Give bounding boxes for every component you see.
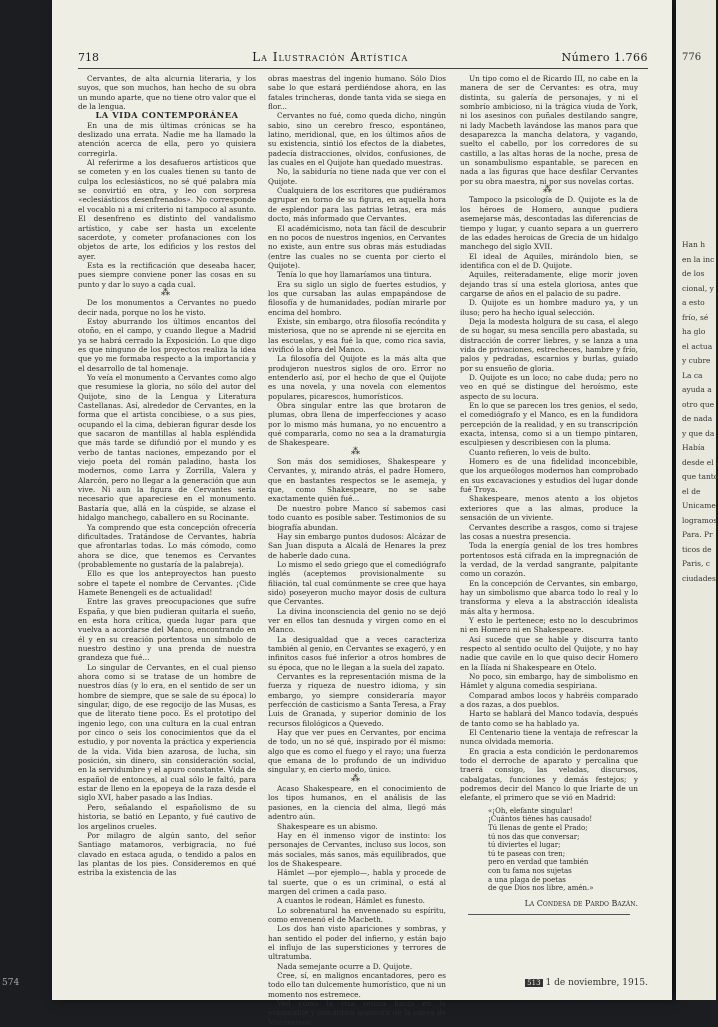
paragraph: Esta es la rectificación que deseaba hacer, pues siempre conviene poner las cosas en su punto y dar lo suyo a cada cual. bbox=[78, 260, 256, 289]
paragraph: De los monumentos a Cervantes no puedo decir nada, porque no los he visto. bbox=[78, 298, 256, 317]
header-rule bbox=[78, 68, 648, 69]
paragraph: Así sucede que se hable y discurra tanto respecto al sentido oculto del Quijote, y no hay nadie que cavile en lo que quiso decir Homero en la Ilíada ni Shakespeare en Otelo. bbox=[460, 634, 638, 672]
newspaper-page bbox=[2, 0, 672, 1027]
adjacent-page-line: Había bbox=[682, 443, 705, 452]
adjacent-page-line: Paris, c bbox=[682, 559, 710, 568]
adjacent-page bbox=[676, 0, 716, 1000]
paragraph: Shakespeare, menos atento a los objetos exteriores que a las almas, produce la sensación de un viviente. bbox=[460, 494, 638, 523]
paragraph: Hay en él inmenso vigor de instinto: los personajes de Cervantes, incluso sus locos, son más sociales, más sanos, más equilibrados, que los de Shakespeare. bbox=[268, 830, 446, 868]
verse-line: pero en verdad que también bbox=[488, 858, 589, 867]
adjacent-page-number: 776 bbox=[682, 52, 702, 63]
left-margin-number: 574 bbox=[2, 978, 20, 988]
paragraph: Ved cómo la risa retoza hasta en la espantable y romántica aventura de la cueva de Montesinos. bbox=[268, 999, 446, 1027]
paragraph: El académicismo, nota tan fácil de descubrir en no pocos de nuestros ingenios, en Cervantes no existe, aun entre sus obras más estudiadas (entre las cuales no se cuenta por cierto el Quijote). bbox=[268, 223, 446, 270]
paragraph: Aquiles, reiteradamente, elige morir joven dejando tras sí una estela gloriosa, antes que cargarse de años en el palacio de su padre. bbox=[460, 270, 638, 298]
end-rule bbox=[468, 914, 630, 915]
asterism-separator: ⁂ bbox=[543, 185, 555, 196]
paragraph: Cualquiera de los escritores que pudiéramos agrupar en torno de su figura, en aquella hora de esplendor para las patrias letras, era más docto, más informado que Cervantes. bbox=[268, 186, 446, 224]
paragraph: Yo veía el monumento a Cervantes como algo que resumiese la gloria, no sólo del autor del Quijote, sino de la Lengua y Literatura Castellanas. Así, alrededor de Cervantes, en la forma que el artista concibiese, o a sus pies, ocupando el la cima, debieran figurar desde los que sacaron de mantillas al habla espléndida que más tarde se difundió por el mundo y es verbo de tantas naciones, empezando por el viejo poeta del román paladino, hasta los modernos, como Larra y Zorrilla, Valera y Alarcón, pero no llegar a la generación que aun vive. Ni aun la figura de Cervantes sería necesario que apareciese en el monumento. Bastaría que, allá en la cúspide, se alzase el hidalgo manchego, caballero en su Rocinante. bbox=[78, 373, 256, 523]
paragraph: Cervantes describe a rasgos, como si trajese las cosas a nuestra presencia. bbox=[460, 522, 638, 541]
page-number: 718 bbox=[78, 51, 99, 64]
paragraph: Cervantes es la representación misma de la fuerza y riqueza de nuestro idioma, y sin embargo, yo siempre consideraría mayor perfección de casticismo a Santa Teresa, a Fray Luis de Granada, y superior dominio de los recursos filológicos a Quevedo. bbox=[268, 672, 446, 728]
paragraph: Acaso Shakespeare, en el conocimiento de los tipos humanos, en el análisis de las pasiones, en la ciencia del alma, llegó más adentro aún. bbox=[268, 784, 446, 822]
paragraph: No poco, sin embargo, hay de simbolismo en Hámlet y alguna comedia sespiriana. bbox=[460, 672, 638, 691]
paragraph: De nuestro pobre Manco sí sabemos casi todo cuanto es posible saber. Testimonios de su biografía abundan. bbox=[268, 503, 446, 532]
paragraph: Cervantes no fué, como queda dicho, ningún sabio, sino un cerebro fresco, espontáneo, latino, meridional, que, en los últimos años de su existencia, sintió los efectos de la diabetes, padecía distracciones, olvidos, confusiones, de las cuales en el Quijote han quedado muestras. bbox=[268, 111, 446, 168]
paragraph: Entre las graves preocupaciones que sufre España, y que bien pudieran quitarla el sueño, en esta hora crítica, queda lugar para que vuelva a acordarse del Manco, encontrando en él y en su creación portentosa un símbolo de nuestro destino y una prenda de nuestra grandeza que fué... bbox=[78, 597, 256, 663]
paragraph: Hay sin embargo puntos dudosos: Alcázar de San Juan disputa a Alcalá de Henares la prez de haberle dado cuna. bbox=[268, 531, 446, 560]
paragraph: Lo mismo el sedo griego que el comediógrafo inglés (aceptemos provisionalmente su filiación, tal cual comúnmente se cree que haya sido) poseyeron mucho mayor dosis de cultura que Cervantes. bbox=[268, 559, 446, 607]
paragraph: Lo sobrenatural ha envenenado su espíritu, como envenenó el de Macbeth. bbox=[268, 905, 446, 924]
text-column-2 bbox=[268, 74, 446, 1027]
paragraph: Deja la modesta holgura de su casa, el alego de su hogar, su mesa sencilla pero abastada, su distracción de correr liebres, y se lanza a una vida de privaciones, estrecheces, hambre y frío, palos y pedradas, escarnios y burlas, guiado por su ensueño de gloria. bbox=[460, 316, 638, 373]
paragraph: La desigualdad que a veces caracteriza también al genio, en Cervantes se exageró, y en infinitos casos fué inferior a otros hombres de su época, que no le llegan a la suela del zapato. bbox=[268, 634, 446, 672]
verse-line: tú diviertes el lugar; bbox=[488, 841, 561, 850]
adjacent-page-line: Han h bbox=[682, 240, 706, 249]
paragraph: Obra singular entre las que brotaron de plumas, obra llena de imperfecciones y acaso por lo mismo más humana, yo no encuentro a qué compararla, como no sea a la dramaturgia de Shakespeare. bbox=[268, 401, 446, 448]
paragraph: Comparad ambos locos y habréis comparado a dos razas, a dos pueblos. bbox=[460, 690, 638, 710]
verse-line: de que Dios nos libre, amén.» bbox=[488, 884, 594, 893]
paragraph: Un tipo como el de Ricardo III, no cabe en la manera de ser de Cervantes: es otra, muy distinta, su galería de personajes, y ni el sombrío ambicioso, ni la trágica viuda de York, ni los asesinos con puñales destilando sangre, ni lady Macbeth lavándose las manos para que desaparezca la mancha delatora, y vagando, suelto el cabello, por los corredores de su castillo, a las altas horas de la noche, presa de un sonambulismo espantable, se parecen en nada a las figuras que hace desfilar Cervantes por su obra maestra, ni por sus novelas cortas. bbox=[460, 74, 638, 186]
asterism-separator: ⁂ bbox=[161, 287, 173, 298]
adjacent-page-line: Para. Pr bbox=[682, 530, 713, 539]
paragraph: Los dos han visto apariciones y sombras, y han sentido el poder del infierno, y están bajo el influjo de las supersticiones y terrores de ultratumba. bbox=[268, 924, 446, 962]
paragraph: Nada semejante ocurre a D. Quijote. bbox=[277, 961, 413, 971]
section-heading: LA VIDA CONTEMPORÁNEA bbox=[95, 110, 239, 121]
verse-line: ¡Cuántos tiénes has causado! bbox=[488, 815, 593, 824]
paragraph: Toda la energía genial de los tres hombres portentosos está cifrada en la impregnación de la verdad, de la verdad sangrante, palpitante como un corazón. bbox=[460, 541, 638, 579]
adjacent-page-line: cional, y bbox=[682, 283, 714, 293]
paragraph: No, la sabiduría no tiene nada que ver con el Quijote. bbox=[268, 167, 446, 186]
paragraph: Tampoco la psicología de D. Quijote es la de los héroes de Homero, aunque pudiera asemejarse más, descontadas las diferencias de tiempo y lugar, y cuanto separa a un guerrero de las edades heroicas de Grecia de un hidalgo manchego del siglo XVII. bbox=[460, 195, 638, 252]
paragraph: Lo singular de Cervantes, en el cual pienso ahora como si se tratase de un hombre de nuestros días (y lo era, en el sentido de ser un hombre de siempre, que se sale de su época) lo singular, digo, de ese regocijo de las Musas, es que de literato tiene poco. Es el prototipo del ingenio lego, con una cultura en la cual entran por cinco o seis los conocimientos que da el estudio, y por noventa la práctica y experiencia de la vida. Vida bien azarosa, de lucha, sin posición, sin dinero, sin consideración social, en la servidumbre y el apuro constante. Vida de español de entonces, al cual sólo le faltó, para estar de lleno en la epopeya de la raza desde el siglo XVI, haber pasado a las Indias. bbox=[78, 662, 256, 803]
adjacent-page-line: el de bbox=[682, 486, 701, 496]
publication-title: La Ilustración Artística bbox=[252, 50, 409, 64]
paragraph: Shakespeare es un abismo. bbox=[277, 821, 378, 831]
paragraph: Hámlet —por ejemplo—, habla y procede de tal suerte, que o es un criminal, o está al margen del crimen a cada paso. bbox=[268, 868, 446, 896]
adjacent-page-line: de nada bbox=[682, 414, 713, 423]
adjacent-page-line: ciudades bbox=[682, 573, 716, 583]
paragraph: Tenía lo que hoy llamaríamos una tintura. bbox=[277, 270, 432, 280]
adjacent-page-line: ha glo bbox=[682, 327, 706, 336]
paragraph: Cervantes, de alta alcurnia literaria, y los suyos, que son muchos, han hecho de su obra un mundo aparte, que no tiene otro valor que el de la lengua. bbox=[78, 74, 256, 112]
adjacent-page-line: de los bbox=[682, 269, 705, 278]
paragraph: Cuanto refieren, lo veis de bulto. bbox=[469, 447, 591, 457]
page-footer bbox=[2, 978, 648, 992]
paragraph: La divina inconsciencia del genio no se dejó ver en ellos tan desnuda y virgen como en el Manco. bbox=[268, 606, 446, 635]
adjacent-page-line: que tanto bbox=[682, 472, 718, 481]
verse-line: tú te paseas con tren; bbox=[488, 849, 566, 858]
paragraph: El Centenario tiene la ventaja de refrescar la nunca olvidada memoria. bbox=[460, 728, 638, 747]
paragraph: Harto se hablará del Manco todavía, después de tanto como se ha hablado ya. bbox=[460, 709, 638, 728]
paragraph: Ello es que los anteproyectos han puesto sobre el tapete el nombre de Cervantes. ¡Cide Hamete Benengeli es de actualidad! bbox=[78, 569, 256, 597]
adjacent-page-line: frío, sé bbox=[682, 312, 709, 322]
adjacent-page-line: otro que bbox=[682, 399, 715, 409]
paragraph: Son más dos semidioses, Shakespeare y Cervantes, y, mirando atrás, el padre Homero, que en bastantes respectos se le asemeja, y que, como Shakespeare, no se sabe exactamente quién fué... bbox=[268, 457, 446, 504]
verse-line: tú nos das que conversar; bbox=[488, 832, 580, 841]
issue-number: Número 1.766 bbox=[561, 51, 648, 64]
paragraph: Y esto le pertenece; esto no lo descubrimos ni en Homero ni en Shakespeare. bbox=[460, 615, 638, 635]
paragraph: Al referirme a los desafueros artísticos que se cometen y en los cuales tienen su tanto de culpa los eclesiásticos, no sé qué palabra mía se convirtió en otra, y leo con sorpresa «eclesiásticos desenfrenados». No corresponde el vocablo ni a mi criterio ni tampoco al asunto. El desenfreno es distinto del vandalismo artístico, y cabe ser hasta un excelente sacerdote, y cometer profanaciones con los objetos de arte, los edificios y los restos del ayer. bbox=[78, 158, 256, 261]
paragraph: Estoy aburrando los últimos encantos del otoño, en el campo, y cuando llegue a Madrid ya se habrá cerrado la Exposición. Lo que digo es que ninguno de los proyectos realiza la idea que yo me formaba respecto a la importancia y el desarrollo de tal homenaje. bbox=[78, 316, 256, 373]
author-signature: La Condesa de Pardo Bazán. bbox=[524, 898, 638, 908]
adjacent-page-line: logramos bbox=[682, 515, 718, 525]
adjacent-page-line: ayuda a bbox=[682, 385, 712, 394]
paragraph: Por milagro de algún santo, del señor Santiago matamoros, verbigracia, no fué clavado en estaca aguda, o tendido a palos en las plantas de los pies. Consideremos en qué estriba la existencia de las bbox=[78, 830, 256, 878]
verse-line: Tú llenas de gente el Prado; bbox=[488, 824, 588, 832]
paragraph: Hay que ver pues en Cervantes, por encima de todo, un no sé qué, inspirado por él mismo: algo que es como el fuego y el rayo; una fuerza que emana de lo profundo de un individuo singular y, en cierto modo, único. bbox=[268, 728, 446, 775]
paragraph: Ya comprendo que esta concepción ofrecería dificultades. Tratándose de Cervantes, habría que afrontarlas todas. Lo más cómodo, como ahora se dice, que tenemos es Cervantes (probablemente no gustaría de la palabreja). bbox=[78, 522, 256, 569]
paragraph: Existe, sin embargo, otra filosofía recóndita y misteriosa, que no se aprende ni se ejercita en las escuelas, y esa fué la que, como rica savia, vivificó la obra del Manco. bbox=[268, 316, 446, 354]
paragraph: Era su siglo un siglo de fuertes estudios, y los que cursaban las aulas empapándose de filosofía y de humanidades, podían mirarle por encima del hombro. bbox=[268, 279, 446, 317]
issue-code: 513 bbox=[527, 979, 541, 987]
paragraph: Pero, señalando el españolismo de su historia, se batió en Lepanto, y fué cautivo de los argelinos crueles. bbox=[78, 802, 256, 831]
paragraph: En gracia a esta condición le perdonaremos todo el derroche de aparato y percalina que traerá consigo, las veladas, discursos, cabalgatas, funciones y demás festejos; y podremos decir del Manco lo que Iriarte de un elefante, el primero que se vió en Madrid: bbox=[460, 746, 638, 803]
verse-line: «¡Oh, elefante singular! bbox=[488, 806, 573, 815]
paragraph: El ideal de Aquiles, mirándolo bien, se identifica con el de D. Quijote. bbox=[460, 251, 638, 270]
paragraph: La filosofía del Quijote es la más alta que produjeron nuestros siglos de oro. Error no entenderlo así, por el hecho de que el Quijote es una novela, y una novela con elementos populares, picarescos, humorísticos. bbox=[268, 354, 446, 401]
verse-quote bbox=[488, 807, 638, 893]
issue-date bbox=[525, 978, 648, 988]
date-text: 1 de noviembre, 1915. bbox=[545, 978, 648, 988]
paragraph: A cuantos le rodean, Hámlet es funesto. bbox=[277, 896, 425, 906]
asterism-separator: ⁂ bbox=[351, 773, 363, 784]
adjacent-page-line: y que da bbox=[682, 428, 715, 438]
paragraph: En lo que se parecen los tres genios, el sedo, el comediógrafo y el Manco, es en la fundidora percepción de la realidad, y en su transcripción exacta, intensa, como si a un tiempo pintaren, esculpiesen y describiesen con la pluma. bbox=[460, 401, 638, 448]
page-header bbox=[78, 50, 648, 66]
adjacent-page-line: el actua bbox=[682, 341, 713, 351]
paragraph: En la concepción de Cervantes, sin embargo, hay un simbolismo que abarca todo lo real y lo transforma y eleva a la abstracción idealista más alta y hermosa. bbox=[460, 578, 638, 616]
paragraph: D. Quijote es un loco; no cabe duda; pero no veo en qué se distingue del heroísmo, este aspecto de su locura. bbox=[460, 373, 638, 401]
verse-line: con tu fama nos sujetas bbox=[488, 866, 572, 875]
adjacent-page-line: y cubre bbox=[682, 356, 711, 365]
verse-line: a una plaga de poetas bbox=[488, 875, 566, 884]
text-column-3 bbox=[460, 74, 638, 924]
paragraph: D. Quijote es un hombre maduro ya, y un iluso; pero ha hecho igual selección. bbox=[460, 298, 638, 317]
adjacent-page-line: La ca bbox=[682, 370, 703, 380]
paragraph: obras maestras del ingenio humano. Sólo Dios sabe lo que estará perdiéndose ahora, en las fatales trincheras, donde tanta vida se siega en flor... bbox=[268, 74, 446, 112]
paragraph: Homero es de una fidelidad inconcebible, que los arqueólogos modernos han comprobado en sus excavaciones y estudios del lugar donde fué Troya. bbox=[460, 457, 638, 495]
adjacent-page-line: Unicame bbox=[682, 501, 716, 510]
adjacent-page-line: ticos de bbox=[682, 544, 712, 554]
adjacent-page-line: a esto bbox=[682, 298, 705, 307]
adjacent-page-line: desde el bbox=[682, 457, 714, 467]
paragraph: Cree, sí, en malignos encantadores, pero es todo ello tan dulcemente humorístico, que ni un momento nos estremece. bbox=[268, 971, 446, 999]
text-column-1 bbox=[78, 74, 256, 994]
paragraph: En una de mis últimas crónicas se ha deslizado una errata. Nadie me ha llamado la atención acerca de ella, pero yo quisiera corregirla. bbox=[78, 120, 256, 158]
asterism-separator: ⁂ bbox=[351, 446, 363, 457]
adjacent-page-line: en la inc bbox=[682, 254, 715, 264]
